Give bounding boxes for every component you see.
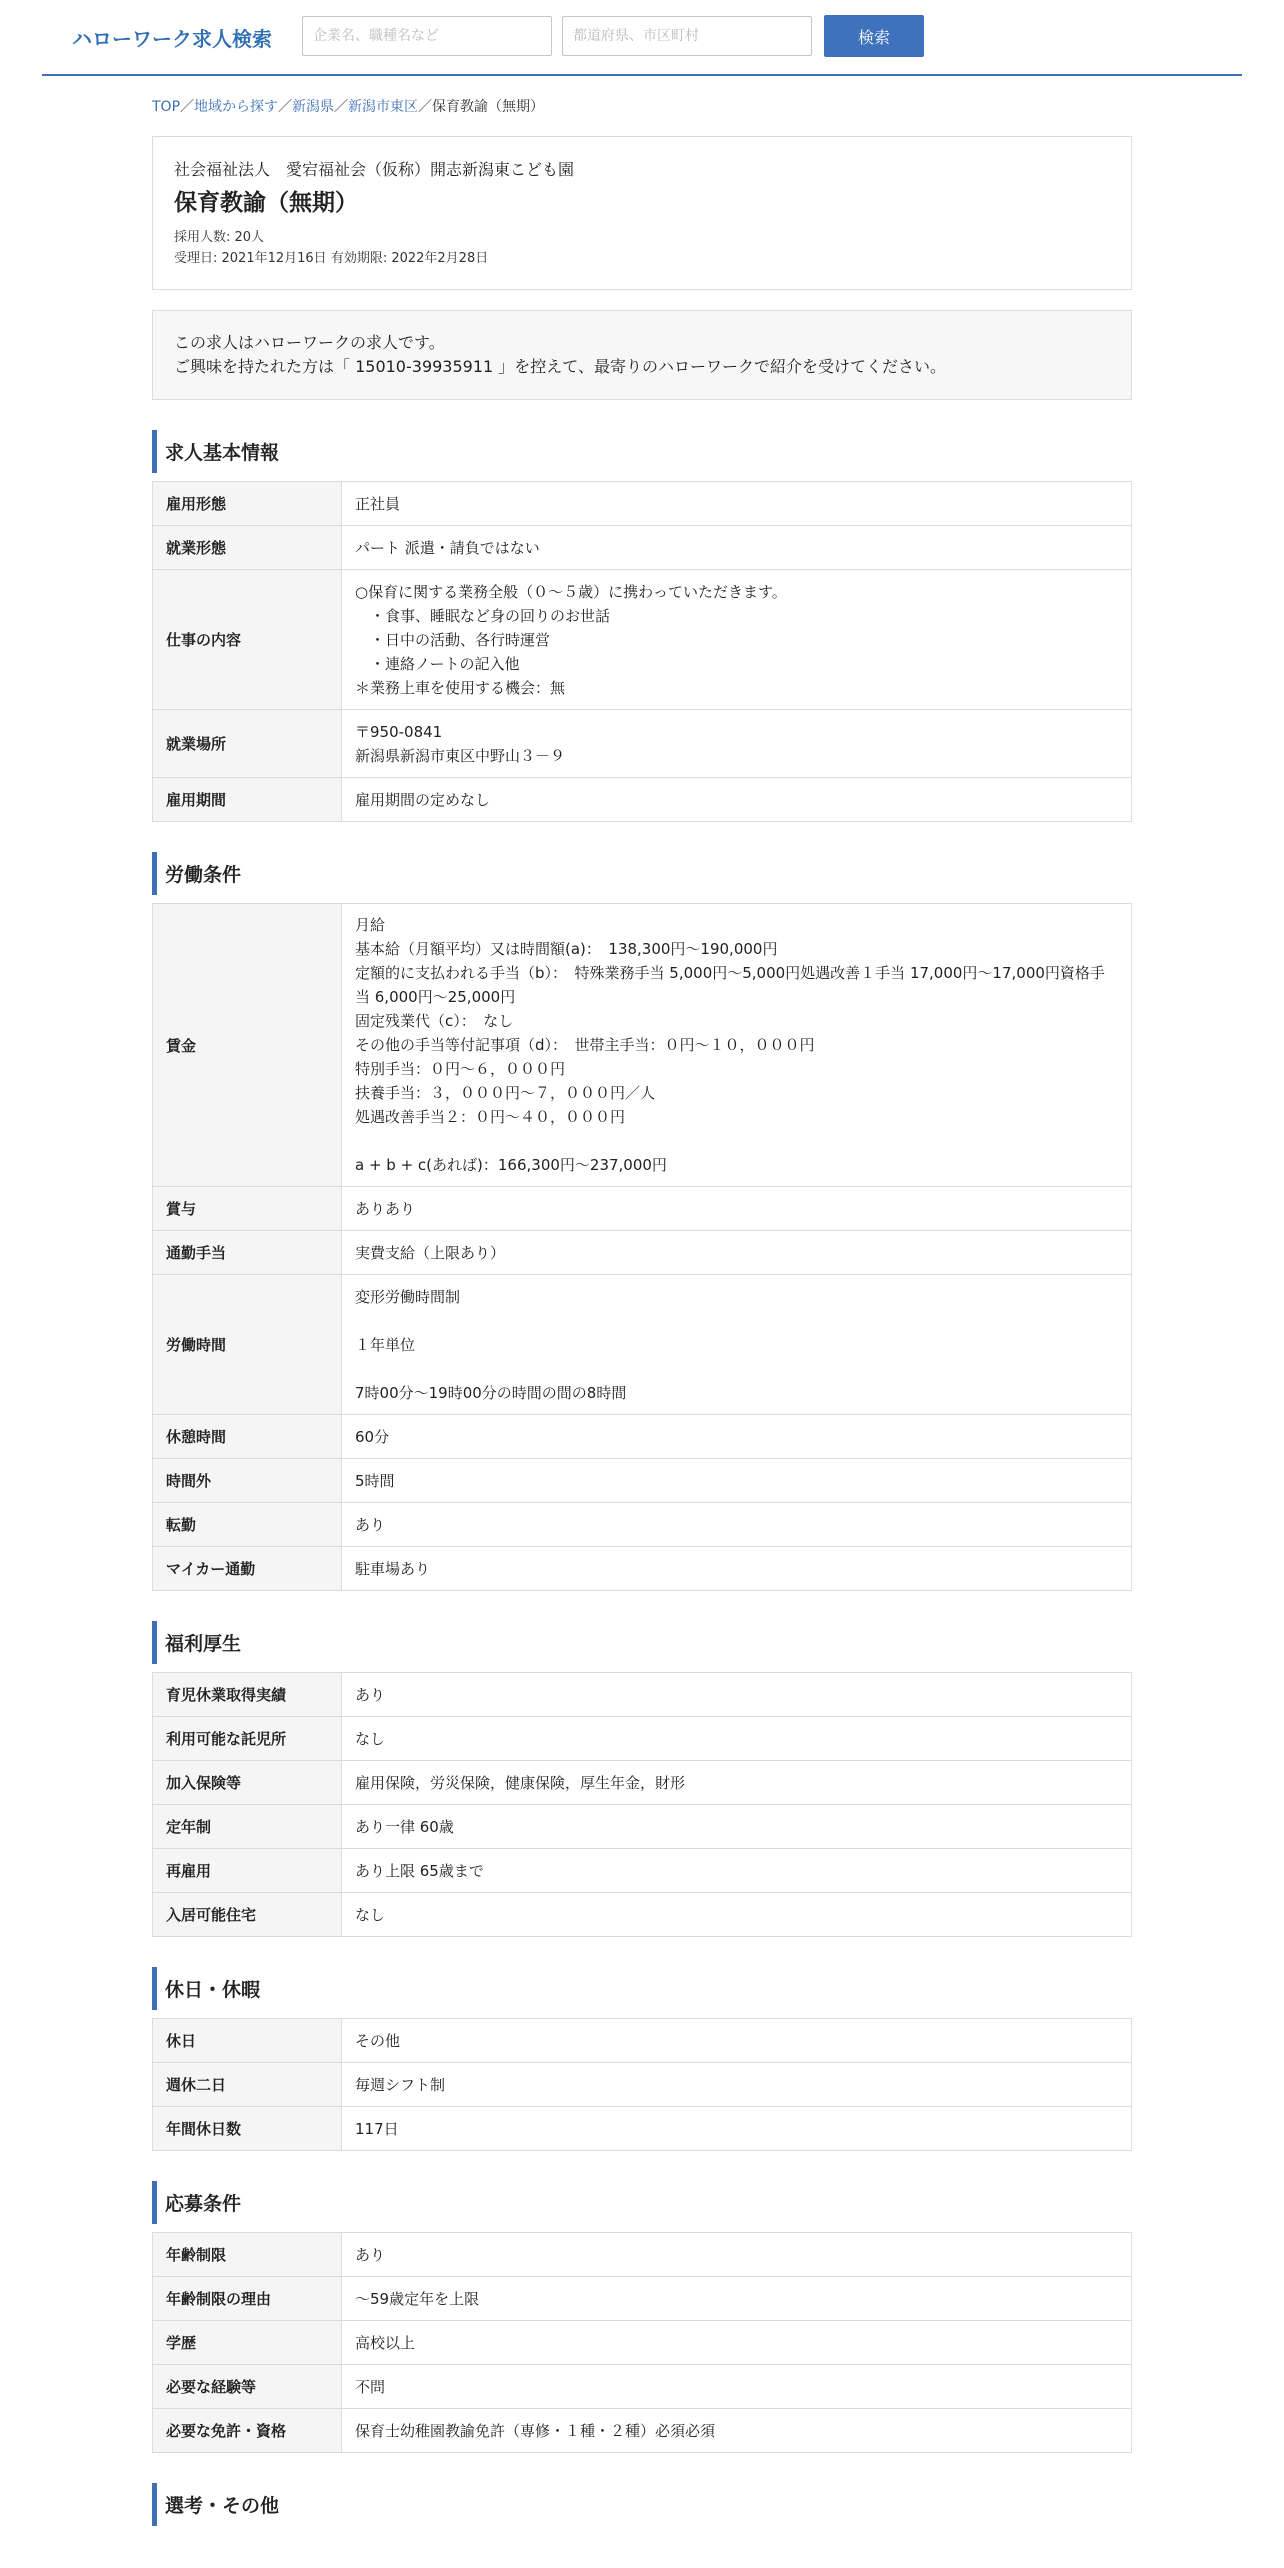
row-value: あり xyxy=(342,1673,1132,1717)
table-row xyxy=(153,2019,1132,2063)
row-label: 必要な経験等 xyxy=(153,2365,342,2409)
breadcrumb-region[interactable]: 地域から探す xyxy=(194,99,279,115)
row-label: 育児休業取得実績 xyxy=(153,1673,342,1717)
row-value: その他 xyxy=(342,2019,1132,2063)
row-label: 必要な免許・資格 xyxy=(153,2409,342,2453)
section-title-selection-other: 選考・その他 xyxy=(152,2483,1132,2526)
row-label: 年間休日数 xyxy=(153,2107,342,2151)
breadcrumb xyxy=(152,96,544,116)
notice-line-2: ご興味を持たれた方は「 15010-39935911 」を控えて、最寄りのハローワークで紹介を受けてください。 xyxy=(174,357,946,376)
section-table-application-requirements xyxy=(152,2232,1132,2453)
row-value: あり上限 65歳まで xyxy=(342,1849,1132,1893)
row-label: 通勤手当 xyxy=(153,1231,342,1275)
row-value: 保育士幼稚園教諭免許（専修・１種・２種）必須必須 xyxy=(342,2409,1132,2453)
row-value: あり xyxy=(342,1503,1132,1547)
table-row xyxy=(153,2107,1132,2151)
row-label: 就業場所 xyxy=(153,710,342,778)
row-value: ○保育に関する業務全般（０～５歳）に携わっていただきます。 ・食事、睡眠など身の回りのお世話 ・日中の活動、各行時運営 ・連絡ノートの記入他 ＊業務上車を使用する機会：無 xyxy=(342,570,1132,710)
row-value: 正社員 xyxy=(342,482,1132,526)
search-button[interactable]: 検索 xyxy=(824,15,924,57)
section-title-welfare: 福利厚生 xyxy=(152,1621,1132,1664)
row-label: マイカー通勤 xyxy=(153,1547,342,1591)
notice-line-1: この求人はハローワークの求人です。 xyxy=(174,333,445,352)
row-label: 年齢制限の理由 xyxy=(153,2277,342,2321)
breadcrumb-top[interactable]: TOP xyxy=(152,99,181,115)
table-row xyxy=(153,570,1132,710)
row-value: あり xyxy=(342,2233,1132,2277)
job-dates: 受理日: 2021年12月16日 有効期限: 2022年2月28日 xyxy=(174,251,489,266)
row-value: 雇用保険，労災保険，健康保険，厚生年金，財形 xyxy=(342,1761,1132,1805)
table-row xyxy=(153,1761,1132,1805)
job-detail-sections xyxy=(152,430,1132,2526)
row-label: 賞与 xyxy=(153,1187,342,1231)
table-row xyxy=(153,526,1132,570)
table-row xyxy=(153,1805,1132,1849)
table-row xyxy=(153,1275,1132,1415)
table-row xyxy=(153,1893,1132,1937)
row-label: 就業形態 xyxy=(153,526,342,570)
section-title-application-requirements: 応募条件 xyxy=(152,2181,1132,2224)
breadcrumb-separator: ／ xyxy=(278,99,293,115)
site-header xyxy=(42,0,1242,76)
row-label: 学歴 xyxy=(153,2321,342,2365)
row-value: 駐車場あり xyxy=(342,1547,1132,1591)
row-label: 定年制 xyxy=(153,1805,342,1849)
table-row xyxy=(153,2063,1132,2107)
row-value: なし xyxy=(342,1893,1132,1937)
row-label: 年齢制限 xyxy=(153,2233,342,2277)
row-value: 月給 基本給（月額平均）又は時間額(a)： 138,300円〜190,000円 定額的に支払われる手当（b）： 特殊業務手当 5,000円〜5,000円処遇改善１手当 17,000円〜17,000円資格手当 6,000円〜25,000円 固定残業代（c）： なし その他の手当等付記事項（d）： 世帯主手当：０円～１０，０００円 特別手当：０円～６，０００円 扶養手当：３，０００円～７，０００円／人 処遇改善手当２：０円～４０，０００円 a + b + c(あれば)：166,300円〜237,000円 xyxy=(342,904,1132,1187)
row-value: 高校以上 xyxy=(342,2321,1132,2365)
openings-count: 採用人数: 20人 xyxy=(174,230,265,245)
row-label: 転勤 xyxy=(153,1503,342,1547)
row-value: なし xyxy=(342,1717,1132,1761)
row-value: ありあり xyxy=(342,1187,1132,1231)
breadcrumb-separator: ／ xyxy=(180,99,195,115)
row-value: 60分 xyxy=(342,1415,1132,1459)
row-label: 雇用期間 xyxy=(153,778,342,822)
table-row xyxy=(153,1503,1132,1547)
row-label: 雇用形態 xyxy=(153,482,342,526)
section-table-holidays xyxy=(152,2018,1132,2151)
breadcrumb-current: 保育教諭（無期） xyxy=(432,99,545,115)
table-row xyxy=(153,1415,1132,1459)
section-title-working-conditions: 労働条件 xyxy=(152,852,1132,895)
table-row xyxy=(153,904,1132,1187)
row-value: 117日 xyxy=(342,2107,1132,2151)
table-row xyxy=(153,2233,1132,2277)
job-header-card xyxy=(152,136,1132,290)
row-value: パート 派遣・請負ではない xyxy=(342,526,1132,570)
row-value: 〜59歳定年を上限 xyxy=(342,2277,1132,2321)
row-label: 労働時間 xyxy=(153,1275,342,1415)
row-value: 実費支給（上限あり） xyxy=(342,1231,1132,1275)
section-title-holidays: 休日・休暇 xyxy=(152,1967,1132,2010)
table-row xyxy=(153,1231,1132,1275)
table-row xyxy=(153,778,1132,822)
row-label: 仕事の内容 xyxy=(153,570,342,710)
row-label: 入居可能住宅 xyxy=(153,1893,342,1937)
breadcrumb-prefecture[interactable]: 新潟県 xyxy=(292,99,335,115)
table-row xyxy=(153,2277,1132,2321)
table-row xyxy=(153,1459,1132,1503)
row-value: 不問 xyxy=(342,2365,1132,2409)
table-row xyxy=(153,1673,1132,1717)
section-title-basic-info: 求人基本情報 xyxy=(152,430,1132,473)
table-row xyxy=(153,1187,1132,1231)
table-row xyxy=(153,1547,1132,1591)
company-name: 社会福祉法人 愛宕福祉会（仮称）開志新潟東こども園 xyxy=(174,160,575,179)
table-row xyxy=(153,1849,1132,1893)
row-value: あり一律 60歳 xyxy=(342,1805,1132,1849)
table-row xyxy=(153,710,1132,778)
row-label: 休日 xyxy=(153,2019,342,2063)
section-table-welfare xyxy=(152,1672,1132,1937)
row-value: 変形労働時間制 １年単位 7時00分〜19時00分の時間の間の8時間 xyxy=(342,1275,1132,1415)
section-table-basic-info xyxy=(152,481,1132,822)
row-label: 加入保険等 xyxy=(153,1761,342,1805)
job-title: 保育教諭（無期） xyxy=(174,190,358,216)
hellowork-notice xyxy=(152,310,1132,400)
row-label: 週休二日 xyxy=(153,2063,342,2107)
row-label: 利用可能な託児所 xyxy=(153,1717,342,1761)
table-row xyxy=(153,2409,1132,2453)
row-value: 5時間 xyxy=(342,1459,1132,1503)
row-label: 再雇用 xyxy=(153,1849,342,1893)
row-value: 毎週シフト制 xyxy=(342,2063,1132,2107)
keyword-search-input[interactable] xyxy=(302,16,552,56)
section-table-working-conditions xyxy=(152,903,1132,1591)
row-label: 時間外 xyxy=(153,1459,342,1503)
table-row xyxy=(153,1717,1132,1761)
table-row xyxy=(153,2365,1132,2409)
breadcrumb-city[interactable]: 新潟市東区 xyxy=(348,99,419,115)
row-label: 休憩時間 xyxy=(153,1415,342,1459)
row-value: 〒950-0841 新潟県新潟市東区中野山３－９ xyxy=(342,710,1132,778)
row-value: 雇用期間の定めなし xyxy=(342,778,1132,822)
breadcrumb-separator: ／ xyxy=(418,99,433,115)
main-content xyxy=(152,136,1132,2534)
table-row xyxy=(153,482,1132,526)
table-row xyxy=(153,2321,1132,2365)
row-label: 賃金 xyxy=(153,904,342,1187)
breadcrumb-separator: ／ xyxy=(334,99,349,115)
location-search-input[interactable] xyxy=(562,16,812,56)
site-logo[interactable]: ハローワーク求人検索 xyxy=(72,27,272,51)
